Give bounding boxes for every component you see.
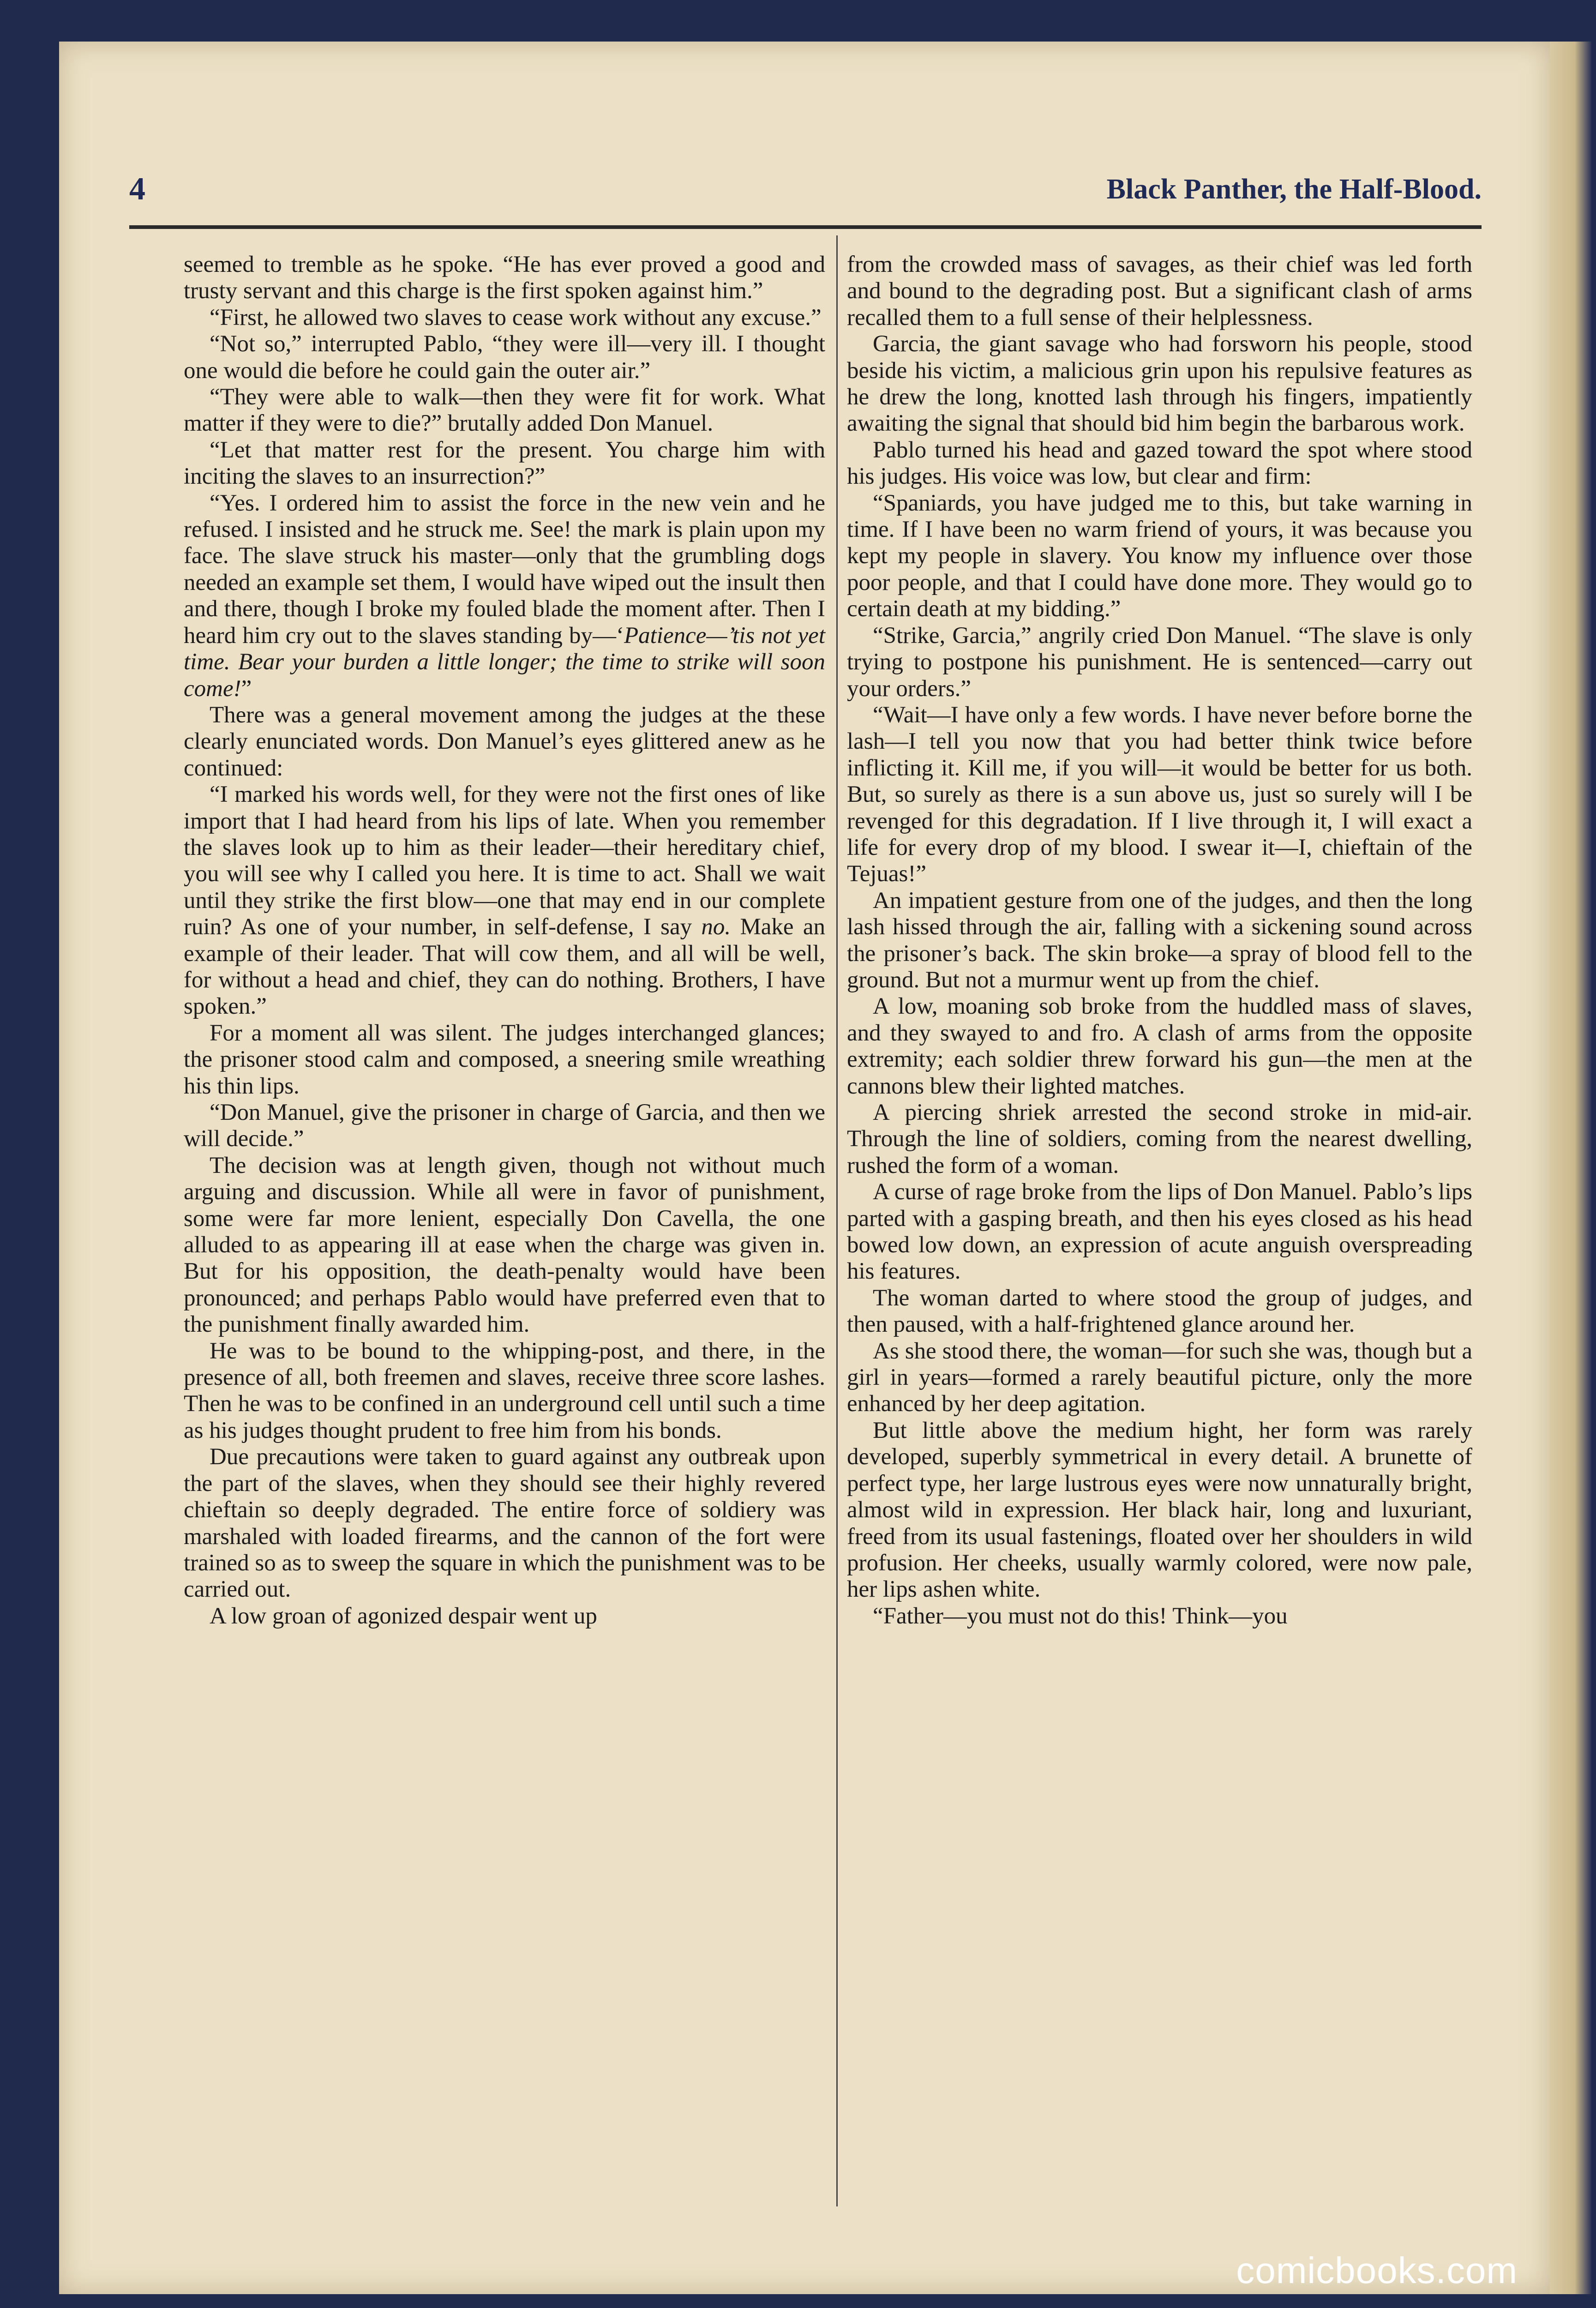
page-number: 4 (129, 171, 145, 207)
emphasis-text: no. (701, 914, 731, 940)
paragraph-text-tail: Make an example of their leader. That will cow them, and all will be well, for without a head and chief, they can do nothing. Brothers, I have spoken.” (184, 914, 825, 1020)
paragraph (184, 305, 825, 331)
paragraph-text: “Yes. I ordered him to assist the force in the new vein and he refused. I insisted and he struck me. See! the mark is plain upon my face. The slave struck his master—only that the grumbling dogs needed an example set them, I would have wiped out the insult then and there, though I broke my fouled blade the moment after. Then I heard him cry out to the slaves standing by—‘ (184, 490, 825, 649)
text-column-left (184, 252, 825, 1629)
paragraph-text: For a moment all was silent. The judges interchanged glances; the prisoner stood calm and composed, a sneering smile wreathing his thin lips. (184, 1020, 825, 1099)
emphasis-text: Patience—’tis not yet time. Bear your burden a little longer; the time to strike will soon come! (184, 622, 825, 702)
paragraph (184, 702, 825, 781)
paragraph (847, 490, 1472, 623)
paragraph (184, 437, 825, 490)
paragraph (184, 1444, 825, 1603)
paragraph-text: But little above the medium hight, her form was rarely developed, superbly symmetrical in every detail. A brunette of perfect type, her large lustrous eyes were now unnaturally bright, almost wild in expression. Her black hair, long and luxuriant, freed from its usual fastenings, floated over her shoulders in wild profusion. Her cheeks, usually warmly colored, were now pale, her lips ashen white. (847, 1417, 1472, 1603)
paragraph-text: “Not so,” interrupted Pablo, “they were ill—very ill. I thought one would die before he could gain the outer air.” (184, 331, 825, 384)
paragraph (847, 1603, 1472, 1629)
paragraph (184, 331, 825, 384)
header-rule (129, 225, 1482, 229)
paragraph-text: As she stood there, the woman—for such she was, though but a girl in years—formed a rarely beautiful picture, only the more enhanced by her deep agitation. (847, 1338, 1472, 1417)
watermark: comicbooks.com (1236, 2250, 1518, 2291)
paragraph-text: He was to be bound to the whipping-post, and there, in the presence of all, both freemen and slaves, receive three score lashes. Then he was to be confined in an underground cell until such a time as his judges thought prudent to free him from his bonds. (184, 1338, 825, 1443)
paragraph (184, 252, 825, 305)
running-title: Black Panther, the Half-Blood. (1106, 174, 1482, 205)
paragraph (847, 331, 1472, 437)
paragraph (847, 993, 1472, 1100)
paragraph (847, 1100, 1472, 1179)
paragraph-text: “I marked his words well, for they were not the first ones of like import that I had heard from his lips of late. When you remember the slaves look up to him as their leader—their hereditary chief, you will see why I called you here. It is time to act. Shall we wait until they strike the first blow—one that may end in our complete ruin? As one of your number, in self-defense, I say (184, 781, 825, 940)
paragraph-text: Garcia, the giant savage who had forsworn his people, stood beside his victim, a malicious grin upon his repulsive features as he drew the long, knotted lash through his fingers, impatiently awaiting the signal that should bid him begin the barbarous work. (847, 331, 1472, 437)
paragraph (847, 252, 1472, 331)
paragraph (847, 1179, 1472, 1285)
paragraph-text: seemed to tremble as he spoke. “He has ever proved a good and trusty servant and this charge is the first spoken against him.” (184, 252, 825, 304)
paragraph (847, 1418, 1472, 1603)
page-header (129, 171, 1482, 222)
paragraph-text: An impatient gesture from one of the judges, and then the long lash hissed through the air, falling with a sickening sound across the prisoner’s back. The skin broke—a spray of blood fell to the ground. But not a murmur went up from the chief. (847, 887, 1472, 993)
paragraph-text: “Strike, Garcia,” angrily cried Don Manuel. “The slave is only trying to postpone his punishment. He is sentenced—carry out your orders.” (847, 622, 1472, 702)
paragraph (184, 384, 825, 437)
paragraph (847, 1338, 1472, 1418)
paragraph (184, 490, 825, 702)
paragraph-text: A low groan of agonized despair went up (210, 1603, 597, 1629)
paragraph-text: The woman darted to where stood the group of judges, and then paused, with a half-frightened glance around her. (847, 1285, 1472, 1338)
column-divider (836, 235, 838, 2206)
paragraph-text: “Father—you must not do this! Think—you (873, 1603, 1288, 1629)
paragraph (184, 1603, 825, 1629)
paragraph (847, 623, 1472, 702)
paragraph-text: Due precautions were taken to guard against any outbreak upon the part of the slaves, when they should see their highly revered chieftain so deeply degraded. The entire force of soldiery was marshaled with loaded firearms, and the cannon of the fort were trained so as to sweep the square in which the punishment was to be carried out. (184, 1444, 825, 1603)
text-column-right (847, 252, 1472, 1629)
paragraph-text-tail: ” (241, 675, 252, 702)
paragraph (184, 1100, 825, 1153)
paragraph-text: Pablo turned his head and gazed toward the spot where stood his judges. His voice was low, but clear and firm: (847, 437, 1472, 490)
paragraph (184, 1020, 825, 1100)
paragraph-text: “Don Manuel, give the prisoner in charge of Garcia, and then we will decide.” (184, 1100, 825, 1152)
paragraph-text: “Spaniards, you have judged me to this, but take warning in time. If I have been no warm friend of yours, it was because you kept my people in slavery. You know my influence over those poor people, and that I could have done more. They would go to certain death at my bidding.” (847, 490, 1472, 622)
paragraph-text: “Let that matter rest for the present. You charge him with inciting the slaves to an insurrection?” (184, 437, 825, 490)
paragraph (847, 702, 1472, 888)
paragraph-text: “They were able to walk—then they were fit for work. What matter if they were to die?” brutally added Don Manuel. (184, 384, 825, 437)
paragraph-text: “Wait—I have only a few words. I have never before borne the lash—I tell you now that you had better think twice before inflicting it. Kill me, if you will—it would be better for us both. But, so surely as there is a sun above us, just so surely will I be revenged for this degradation. If I live through it, I will exact a life for every drop of my blood. I swear it—I, chieftain of the Tejuas!” (847, 702, 1472, 887)
paragraph (847, 437, 1472, 490)
page-edge (1550, 42, 1591, 2294)
paragraph (184, 781, 825, 1020)
paragraph-text: A curse of rage broke from the lips of Don Manuel. Pablo’s lips parted with a gasping breath, and then his eyes closed as his head bowed low down, an expression of acute anguish overspreading his features. (847, 1179, 1472, 1285)
paragraph-text: “First, he allowed two slaves to cease work without any excuse.” (210, 304, 822, 331)
paragraph (184, 1338, 825, 1444)
paragraph-text: The decision was at length given, though not without much arguing and discussion. While all were in favor of punishment, some were far more lenient, especially Don Cavella, the one alluded to as appearing ill at ease when the charge was given in. But for his opposition, the death-penalty would have been pronounced; and perhaps Pablo would have preferred even that to the punishment finally awarded him. (184, 1152, 825, 1338)
paragraph (847, 1285, 1472, 1338)
paragraph-text: A piercing shriek arrested the second stroke in mid-air. Through the line of soldiers, coming from the nearest dwelling, rushed the form of a woman. (847, 1100, 1472, 1178)
paragraph (847, 888, 1472, 994)
paragraph (184, 1153, 825, 1338)
paragraph-text: There was a general movement among the judges at the these clearly enunciated words. Don Manuel’s eyes glittered anew as he continued: (184, 702, 825, 781)
paragraph-text: A low, moaning sob broke from the huddled mass of slaves, and they swayed to and fro. A clash of arms from the opposite extremity; each soldier threw forward his gun—the men at the cannons blew their lighted matches. (847, 993, 1472, 1099)
paragraph-text: from the crowded mass of savages, as their chief was led forth and bound to the degrading post. But a significant clash of arms recalled them to a full sense of their helplessness. (847, 252, 1472, 331)
